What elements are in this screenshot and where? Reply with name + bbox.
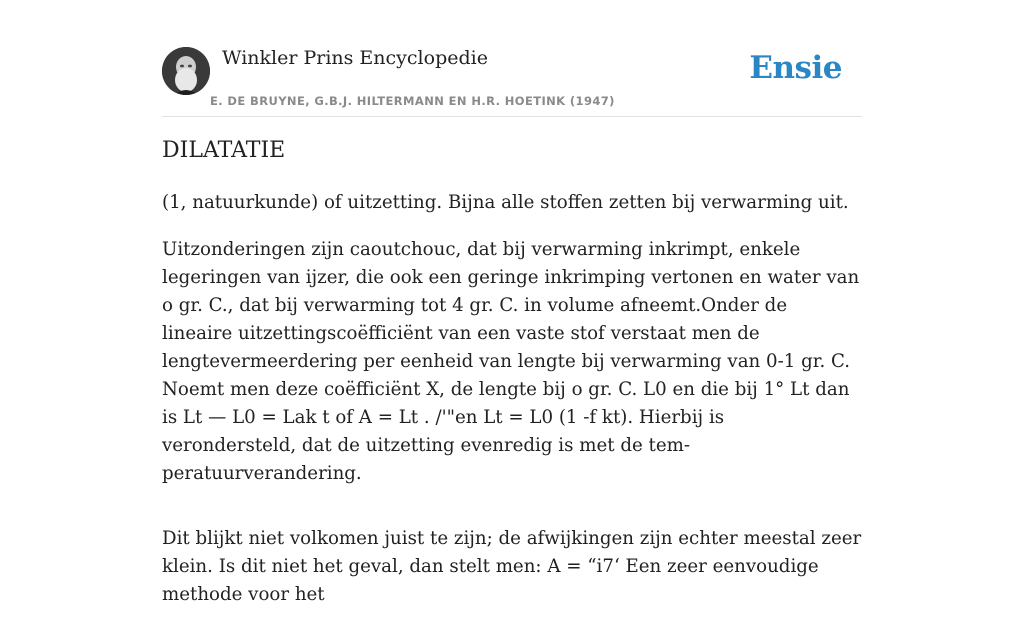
author-portrait[interactable] [162,47,210,95]
article-paragraph: Uitzonderingen zijn caoutchouc, dat bij verwarming inkrimpt, enkele legeringen van ijzer, die ook een geringe inkrimping vertonen en water van o gr. C., dat bij verwarming tot 4 gr. C. in volume afneemt.Onder de lineaire uitzettingscoëfficiënt van een vaste stof verstaat men de lengtevermeerdering per eenheid van lengte bij verwarming van 0-1 gr. C. Noemt men deze coëfficiënt X, de lengte bij o gr. C. L0 en die bij 1° Lt dan is Lt — L0 = Lak t of A = Lt . /'"en Lt = L0 (1 -f kt). Hierbij is verondersteld, dat de uitzetting evenredig is met de tem-peratuurverandering. [162,239,860,484]
article-headword: DILATATIE [162,138,286,163]
article-content [162,138,862,628]
site-header [162,44,862,117]
portrait-image [162,47,210,95]
site-title[interactable]: Winkler Prins Encyclopedie [222,47,488,69]
article-paragraph: Dit blijkt niet volkomen juist te zijn; de afwijkingen zijn echter meestal zeer klein. Is dit niet het geval, dan stelt men: A = “i7‘ Een zeer eenvoudige methode voor het [162,528,862,605]
article-paragraph: (1, natuurkunde) of uitzetting. Bijna alle stoffen zetten bij verwarming uit. [162,192,849,213]
authors-line: E. DE BRUYNE, G.B.J. HILTERMANN EN H.R. HOETINK (1947) [210,94,615,108]
brand-logo[interactable]: Ensie [749,50,842,86]
